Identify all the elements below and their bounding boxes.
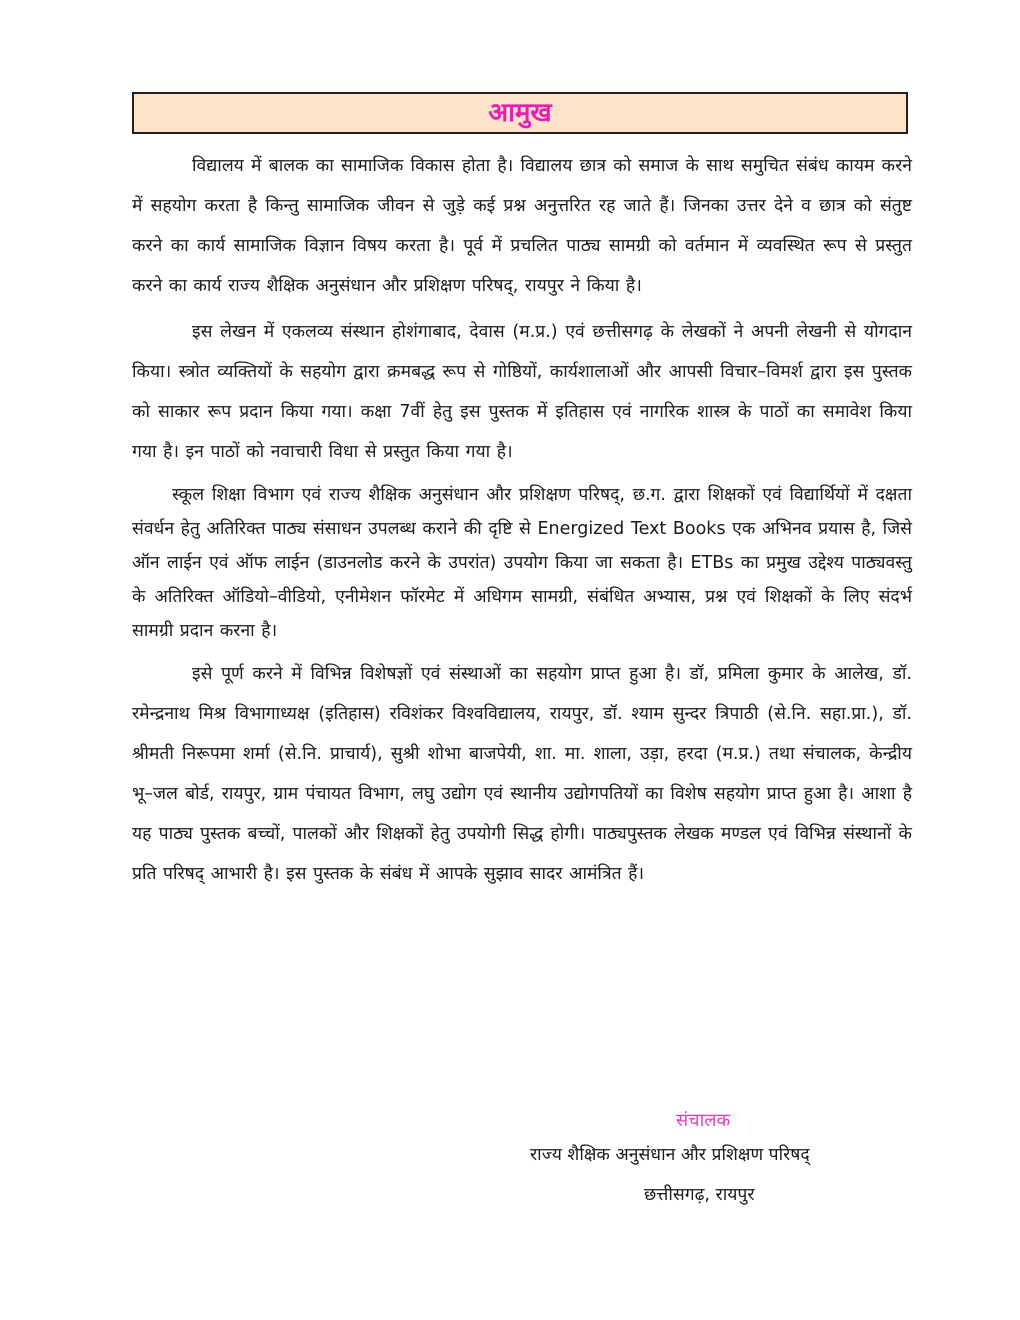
- document-page: [132, 92, 912, 1205]
- signature-role: संचालक: [676, 1110, 731, 1131]
- title-box: [132, 92, 908, 134]
- paragraph-1: विद्यालय में बालक का सामाजिक विकास होता है। विद्यालय छात्र को समाज के साथ समुचित संबंध कायम करने में सहयोग करता है किन्तु सामाजिक जीवन से जुड़े कई प्रश्न अनुत्तरित रह जाते हैं। जिनका उत्तर देने व छात्र को संतुष्ट करने का कार्य सामाजिक विज्ञान विषय करता है। पूर्व में प्रचलित पाठ्य सामग्री को वर्तमान में व्यवस्थित रूप से प्रस्तुत करने का कार्य राज्य शैक्षिक अनुसंधान और प्रशिक्षण परिषद्, रायपुर ने किया है।: [132, 156, 912, 296]
- page-title: आमुख: [488, 98, 552, 128]
- signature-place: छत्तीसगढ़, रायपुर: [644, 1185, 755, 1205]
- paragraph-2: इस लेखन में एकलव्य संस्थान होशंगाबाद, देवास (म.प्र.) एवं छत्तीसगढ़ के लेखकों ने अपनी लेखनी से योगदान किया। स्त्रोत व्यक्तियों के सहयोग द्वारा क्रमबद्ध रूप से गोष्ठियों, कार्यशालाओं और आपसी विचार–विमर्श द्वारा इस पुस्तक को साकार रूप प्रदान किया गया। कक्षा 7वीं हेतु इस पुस्तक में इतिहास एवं नागरिक शास्त्र के पाठों का समावेश किया गया है। इन पाठों को नवाचारी विधा से प्रस्तुत किया गया है।: [132, 322, 912, 462]
- paragraph-3: स्कूल शिक्षा विभाग एवं राज्य शैक्षिक अनुसंधान और प्रशिक्षण परिषद्, छ.ग. द्वारा शिक्षकों एवं विद्यार्थियों में दक्षता संवर्धन हेतु अतिरिक्त पाठ्य संसाधन उपलब्ध कराने की दृष्टि से Energized Text Books एक अभिनव प्रयास है, जिसे ऑन लाईन एवं ऑफ लाईन (डाउनलोड करने के उपरांत) उपयोग किया जा सकता है। ETBs का प्रमुख उद्देश्य पाठ्यवस्तु के अतिरिक्त ऑडियो–वीडियो, एनीमेशन फॉरमेट में अधिगम सामग्री, संबंधित अभ्यास, प्रश्न एवं शिक्षकों के लिए संदर्भ सामग्री प्रदान करना है।: [132, 485, 912, 641]
- paragraph-4: इसे पूर्ण करने में विभिन्न विशेषज्ञों एवं संस्थाओं का सहयोग प्राप्त हुआ है। डॉ, प्रमिला कुमार के आलेख, डॉ. रमेन्द्रनाथ मिश्र विभागाध्यक्ष (इतिहास) रविशंकर विश्वविद्यालय, रायपुर, डॉ. श्याम सुन्दर त्रिपाठी (से.नि. सहा.प्रा.), डॉ. श्रीमती निरूपमा शर्मा (से.नि. प्राचार्य), सुश्री शोभा बाजपेयी, शा. मा. शाला, उड़ा, हरदा (म.प्र.) तथा संचालक, केन्द्रीय भू–जल बोर्ड, रायपुर, ग्राम पंचायत विभाग, लघु उद्योग एवं स्थानीय उद्योगपतियों का विशेष सहयोग प्राप्त हुआ है। आशा है यह पाठ्य पुस्तक बच्चों, पालकों और शिक्षकों हेतु उपयोगी सिद्ध होगी। पाठ्यपुस्तक लेखक मण्डल एवं विभिन्न संस्थानों के प्रति परिषद् आभारी है। इस पुस्तक के संबंध में आपके सुझाव सादर आमंत्रित हैं।: [132, 664, 912, 884]
- signature-organization: राज्य शैक्षिक अनुसंधान और प्रशिक्षण परिषद्: [530, 1145, 810, 1165]
